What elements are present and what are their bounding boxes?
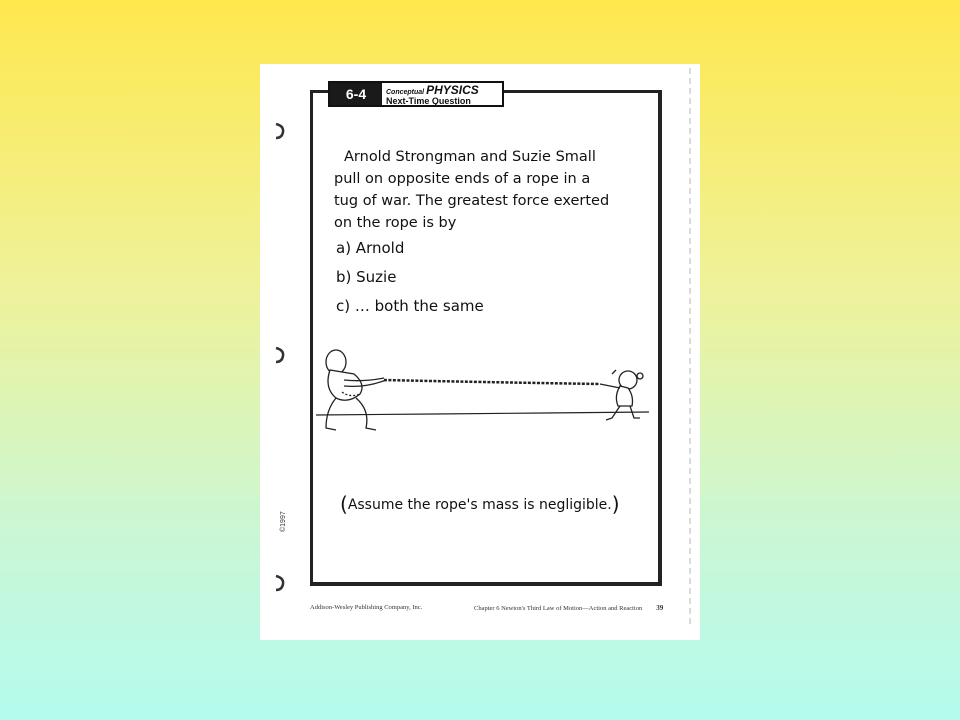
answer-options <box>336 234 484 321</box>
option-a: a) Arnold <box>336 239 405 257</box>
copyright-notice: ©1997 <box>280 511 287 532</box>
rope <box>384 380 600 384</box>
arnold-figure <box>326 350 386 430</box>
binder-hole-icon <box>272 574 286 592</box>
page-edge-mark <box>688 68 692 628</box>
series-title <box>386 84 502 96</box>
worksheet-header <box>328 81 504 107</box>
note-text: Assume the rope's mass is negligible. <box>347 497 612 513</box>
binder-hole-icon <box>272 346 286 364</box>
option-b: b) Suzie <box>336 268 397 286</box>
worksheet-page <box>260 64 700 640</box>
footer-chapter <box>474 604 663 612</box>
note-close-paren: ) <box>611 492 620 516</box>
page-number: 39 <box>656 604 664 612</box>
question-line: pull on opposite ends of a rope in a <box>334 171 591 187</box>
note-open-paren: ( <box>340 492 348 516</box>
series-title-small: Conceptual <box>386 89 425 96</box>
question-number: 6-4 <box>330 83 382 105</box>
question-line: Arnold Strongman and Suzie Small <box>344 149 596 165</box>
assumption-note <box>340 492 620 516</box>
footer-publisher: Addison-Wesley Publishing Company, Inc. <box>310 604 423 611</box>
series-subtitle: Next-Time Question <box>386 96 471 106</box>
question-line: on the rope is by <box>334 215 457 231</box>
header-titles <box>382 83 502 105</box>
footer-chapter-title: Chapter 6 Newton's Third Law of Motion—Action and Reaction <box>474 605 643 612</box>
tug-of-war-illustration <box>314 340 654 460</box>
binder-hole-icon <box>272 122 286 140</box>
option-c: c) … both the same <box>336 297 484 315</box>
series-title-main: PHYSICS <box>426 83 479 97</box>
question-line: tug of war. The greatest force exerted <box>334 193 610 209</box>
question-text <box>334 146 644 234</box>
